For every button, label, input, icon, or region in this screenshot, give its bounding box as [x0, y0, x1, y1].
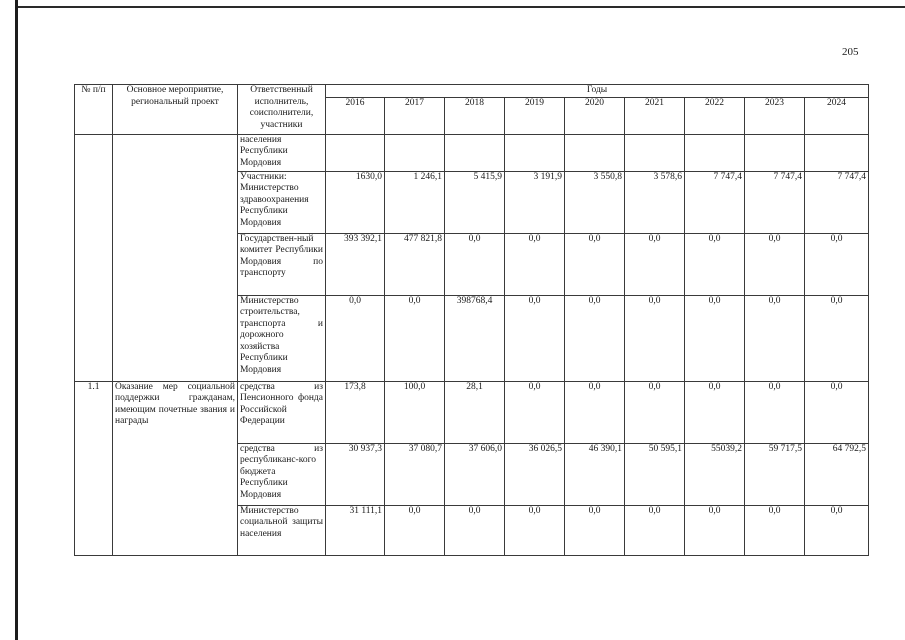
- value-cell: 3 191,9: [505, 171, 565, 233]
- value-cell: [445, 134, 505, 171]
- year-2024: 2024: [805, 97, 869, 134]
- value-cell: [745, 134, 805, 171]
- value-cell: 0,0: [805, 381, 869, 443]
- value-cell: 398768,4: [445, 295, 505, 381]
- value-cell: 0,0: [805, 295, 869, 381]
- value-cell: 64 792,5: [805, 443, 869, 505]
- value-cell: [565, 134, 625, 171]
- empty-no-cell: [75, 134, 113, 381]
- value-cell: 0,0: [565, 295, 625, 381]
- value-cell: 0,0: [565, 505, 625, 555]
- header-responsible: Ответственный исполнитель, соисполнители, участники: [238, 85, 326, 135]
- value-cell: 0,0: [625, 233, 685, 295]
- value-cell: 173,8: [326, 381, 385, 443]
- value-cell: [326, 134, 385, 171]
- responsible-cell: Государствен-ный комитет Республики Мордовия по транспорту: [238, 233, 326, 295]
- value-cell: 50 595,1: [625, 443, 685, 505]
- table-row: [75, 134, 869, 171]
- value-cell: 0,0: [625, 505, 685, 555]
- value-cell: 30 937,3: [326, 443, 385, 505]
- value-cell: 0,0: [625, 381, 685, 443]
- value-cell: [505, 134, 565, 171]
- value-cell: 28,1: [445, 381, 505, 443]
- value-cell: 0,0: [445, 505, 505, 555]
- value-cell: 0,0: [505, 381, 565, 443]
- value-cell: [385, 134, 445, 171]
- section-no-cell: 1.1: [75, 381, 113, 555]
- responsible-cell: Участники: Министерство здравоохранения Республики Мордовия: [238, 171, 326, 233]
- year-2017: 2017: [385, 97, 445, 134]
- value-cell: 0,0: [326, 295, 385, 381]
- value-cell: 0,0: [565, 381, 625, 443]
- value-cell: 0,0: [505, 505, 565, 555]
- value-cell: 0,0: [745, 505, 805, 555]
- responsible-cell: средства из республиканс-кого бюджета Республики Мордовия: [238, 443, 326, 505]
- value-cell: 0,0: [805, 233, 869, 295]
- year-2023: 2023: [745, 97, 805, 134]
- scan-top-edge: [18, 6, 905, 8]
- value-cell: 0,0: [805, 505, 869, 555]
- value-cell: 100,0: [385, 381, 445, 443]
- value-cell: 477 821,8: [385, 233, 445, 295]
- value-cell: 0,0: [625, 295, 685, 381]
- value-cell: 0,0: [505, 295, 565, 381]
- value-cell: 0,0: [385, 505, 445, 555]
- value-cell: 55039,2: [685, 443, 745, 505]
- year-2016: 2016: [326, 97, 385, 134]
- value-cell: 0,0: [445, 233, 505, 295]
- value-cell: 0,0: [685, 381, 745, 443]
- year-2020: 2020: [565, 97, 625, 134]
- responsible-cell: населения Республики Мордовия: [238, 134, 326, 171]
- value-cell: 3 550,8: [565, 171, 625, 233]
- budget-table: [74, 84, 869, 556]
- value-cell: 7 747,4: [805, 171, 869, 233]
- value-cell: 0,0: [685, 295, 745, 381]
- year-2018: 2018: [445, 97, 505, 134]
- value-cell: 0,0: [745, 295, 805, 381]
- year-2021: 2021: [625, 97, 685, 134]
- value-cell: [805, 134, 869, 171]
- value-cell: 37 606,0: [445, 443, 505, 505]
- value-cell: 59 717,5: [745, 443, 805, 505]
- value-cell: 7 747,4: [685, 171, 745, 233]
- value-cell: 3 578,6: [625, 171, 685, 233]
- page-number: 205: [842, 46, 859, 58]
- value-cell: 0,0: [385, 295, 445, 381]
- value-cell: 1 246,1: [385, 171, 445, 233]
- value-cell: 0,0: [745, 233, 805, 295]
- year-2019: 2019: [505, 97, 565, 134]
- value-cell: 31 111,1: [326, 505, 385, 555]
- value-cell: 7 747,4: [745, 171, 805, 233]
- header-years: Годы: [326, 85, 869, 98]
- header-no: № п/п: [75, 85, 113, 135]
- responsible-cell: Министерство социальной защиты населения: [238, 505, 326, 555]
- year-2022: 2022: [685, 97, 745, 134]
- value-cell: 0,0: [565, 233, 625, 295]
- responsible-cell: Министерство строительства, транспорта и дорожного хозяйства Республики Мордовия: [238, 295, 326, 381]
- header-event: Основное мероприятие, региональный проект: [113, 85, 238, 135]
- section-event-cell: Оказание мер социальной поддержки гражданам, имеющим почетные звания и награды: [113, 381, 238, 555]
- value-cell: 46 390,1: [565, 443, 625, 505]
- value-cell: 0,0: [685, 233, 745, 295]
- value-cell: 0,0: [685, 505, 745, 555]
- table-row: [75, 381, 869, 443]
- value-cell: 393 392,1: [326, 233, 385, 295]
- value-cell: 0,0: [745, 381, 805, 443]
- scan-left-edge: [15, 0, 18, 640]
- value-cell: [625, 134, 685, 171]
- value-cell: 1630,0: [326, 171, 385, 233]
- value-cell: [685, 134, 745, 171]
- header-row-1: [75, 85, 869, 98]
- value-cell: 5 415,9: [445, 171, 505, 233]
- value-cell: 36 026,5: [505, 443, 565, 505]
- responsible-cell: средства из Пенсионного фонда Российской Федерации: [238, 381, 326, 443]
- value-cell: 37 080,7: [385, 443, 445, 505]
- empty-event-cell: [113, 134, 238, 381]
- value-cell: 0,0: [505, 233, 565, 295]
